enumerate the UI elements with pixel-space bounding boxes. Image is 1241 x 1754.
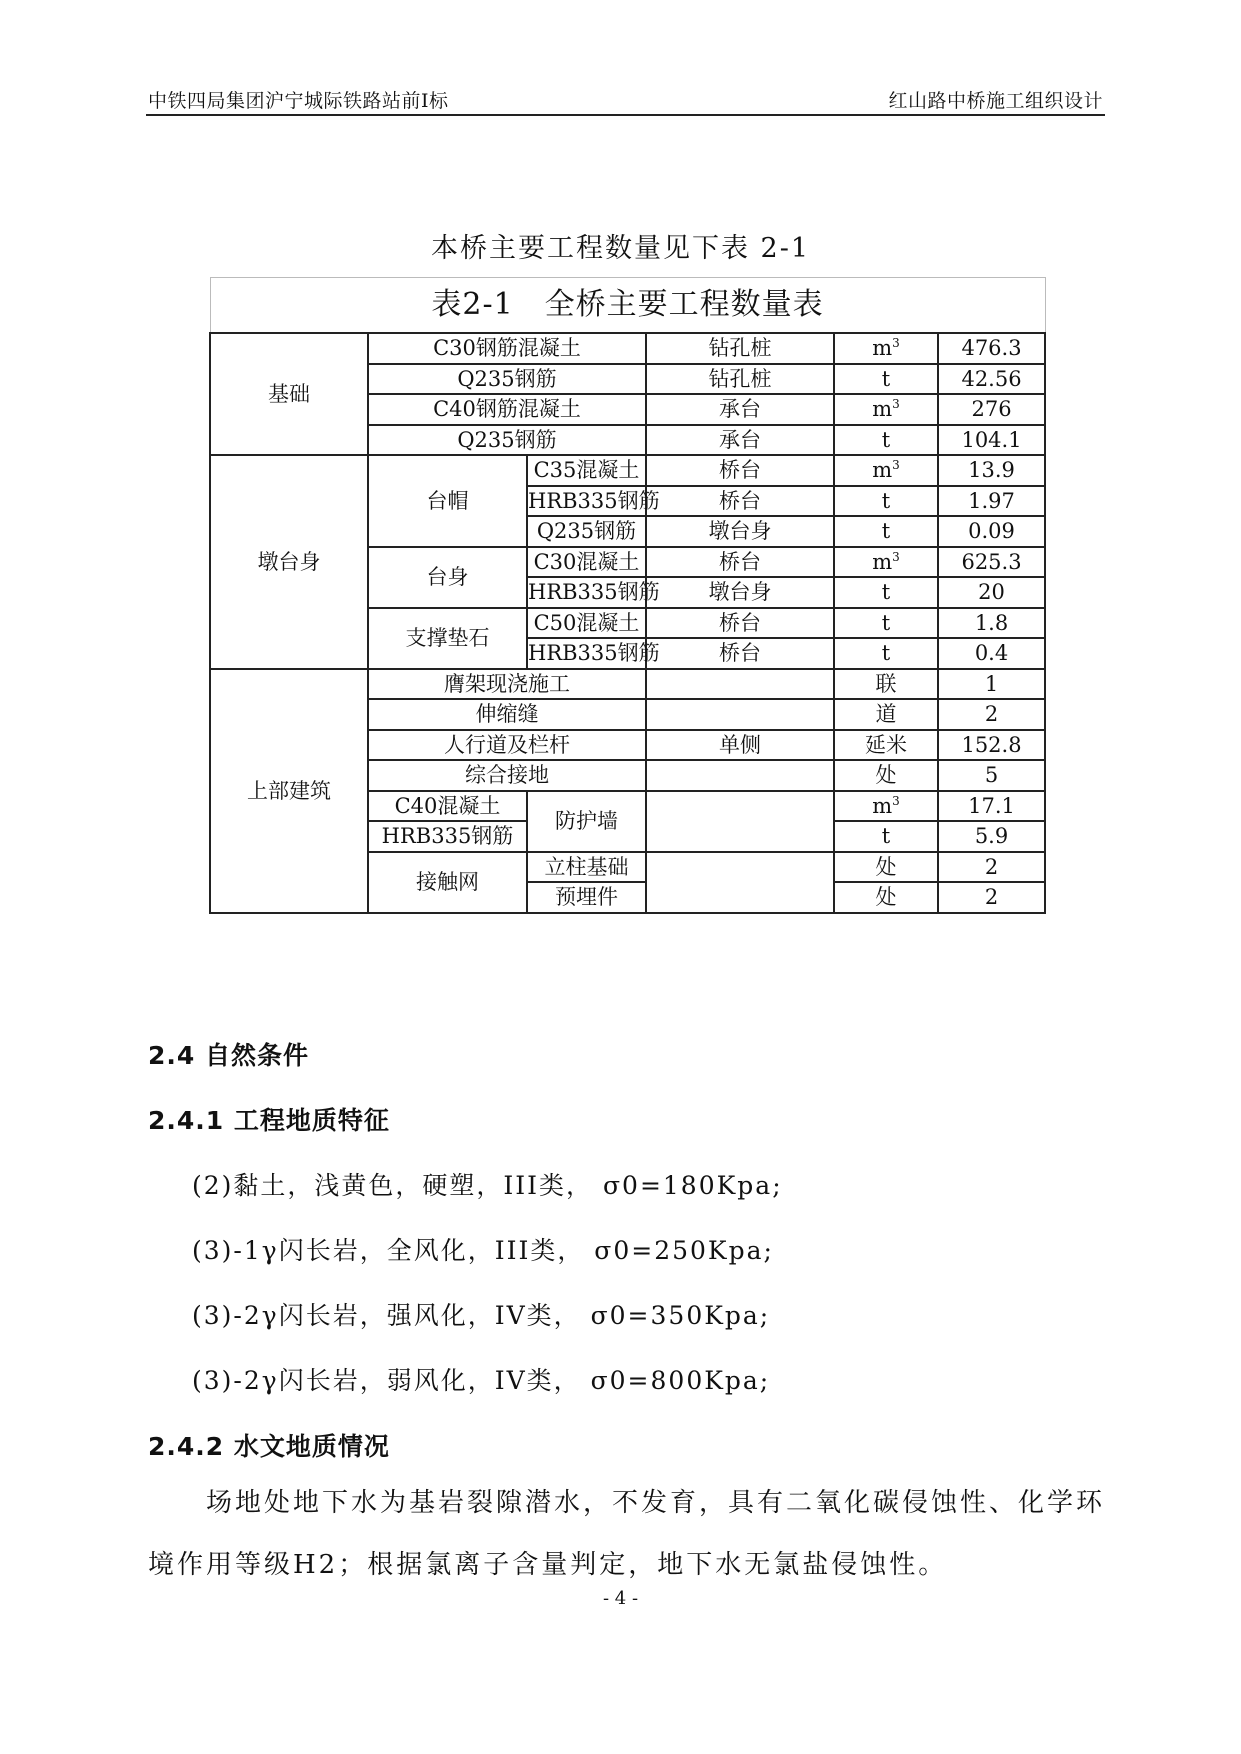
qty-cell: 0.09 [938,516,1045,547]
subgroup-label: 支撑垫石 [368,608,527,669]
subgroup-label: 防护墙 [527,791,646,852]
qty-cell: 17.1 [938,791,1045,822]
qty-cell: 1 [938,669,1045,700]
item-cell: 综合接地 [368,760,646,791]
item-cell: C35混凝土 [527,455,646,486]
part-cell: 承台 [646,425,834,456]
unit-cell: t [834,364,938,395]
part-cell [646,699,834,730]
table-row [210,669,1045,700]
qty-cell: 0.4 [938,638,1045,669]
part-cell [646,669,834,700]
qty-cell: 152.8 [938,730,1045,761]
item-cell: HRB335钢筋 [368,821,527,852]
item-cell: HRB335钢筋 [527,577,646,608]
part-cell: 单侧 [646,730,834,761]
part-cell: 桥台 [646,547,834,578]
part-cell: 桥台 [646,455,834,486]
item-cell: C30混凝土 [527,547,646,578]
header-right: 红山路中桥施工组织设计 [888,90,1103,112]
qty-cell: 625.3 [938,547,1045,578]
unit-cell: t [834,577,938,608]
item-cell: C50混凝土 [527,608,646,639]
unit-cell: 道 [834,699,938,730]
part-cell: 墩台身 [646,577,834,608]
item-cell: Q235钢筋 [368,425,646,456]
qty-cell: 42.56 [938,364,1045,395]
unit-cell: t [834,516,938,547]
unit-cell: 联 [834,669,938,700]
part-cell: 墩台身 [646,516,834,547]
section-heading-2-4-1: 2.4.1 工程地质特征 [148,1106,390,1135]
item-cell: HRB335钢筋 [527,638,646,669]
item-cell: C30钢筋混凝土 [368,333,646,364]
unit-cell: $m^3$ [834,394,938,425]
group-label: 基础 [210,333,368,455]
unit-cell: $m^3$ [834,547,938,578]
qty-cell: 1.97 [938,486,1045,517]
qty-cell: 276 [938,394,1045,425]
geology-item: (2)黏土，浅黄色，硬塑，III类， σ0=180Kpa; [192,1171,783,1200]
qty-cell: 104.1 [938,425,1045,456]
qty-cell: 2 [938,852,1045,883]
item-cell: Q235钢筋 [368,364,646,395]
item-cell: Q235钢筋 [527,516,646,547]
unit-cell: t [834,638,938,669]
header-left: 中铁四局集团沪宁城际铁路站前Ⅰ标 [148,90,449,112]
table-row [210,333,1045,364]
unit-cell: 处 [834,852,938,883]
unit-cell: $m^3$ [834,333,938,364]
unit-cell: t [834,821,938,852]
page-number: - 4 - [602,1588,639,1609]
part-cell: 钻孔桩 [646,364,834,395]
unit-cell: t [834,425,938,456]
group-label: 上部建筑 [210,669,368,913]
table-caption: 表2-1 全桥主要工程数量表 [210,278,1045,334]
qty-cell: 476.3 [938,333,1045,364]
item-cell: HRB335钢筋 [527,486,646,517]
qty-cell: 2 [938,882,1045,913]
quantity-table [209,277,1046,914]
table-row [210,455,1045,486]
part-cell [646,760,834,791]
group-label: 墩台身 [210,455,368,669]
item-cell: 伸缩缝 [368,699,646,730]
part-cell [646,791,834,852]
subgroup-label: 接触网 [368,852,527,913]
qty-cell: 5.9 [938,821,1045,852]
unit-cell: 处 [834,760,938,791]
table-intro: 本桥主要工程数量见下表 2-1 [430,233,811,264]
section-heading-2-4: 2.4 自然条件 [148,1041,309,1070]
header-rule [146,114,1105,116]
part-cell: 承台 [646,394,834,425]
item-cell: 人行道及栏杆 [368,730,646,761]
item-cell: 膺架现浇施工 [368,669,646,700]
unit-cell: $m^3$ [834,455,938,486]
qty-cell: 20 [938,577,1045,608]
part-cell: 桥台 [646,638,834,669]
qty-cell: 13.9 [938,455,1045,486]
subgroup-label: 台身 [368,547,527,608]
geology-item: (3)-2γ闪长岩，强风化，IV类， σ0=350Kpa; [192,1301,771,1330]
section-heading-2-4-2: 2.4.2 水文地质情况 [148,1432,390,1461]
item-cell: C40钢筋混凝土 [368,394,646,425]
qty-cell: 5 [938,760,1045,791]
part-cell [646,852,834,913]
unit-cell: $m^3$ [834,791,938,822]
item-cell: 预埋件 [527,882,646,913]
part-cell: 钻孔桩 [646,333,834,364]
hydro-paragraph: 场地处地下水为基岩裂隙潜水，不发育，具有二氧化碳侵蚀性、化学环境作用等级H2；根据氯离子含量判定，地下水无氯盐侵蚀性。 [148,1488,1106,1580]
part-cell: 桥台 [646,486,834,517]
item-cell: C40混凝土 [368,791,527,822]
unit-cell: 延米 [834,730,938,761]
part-cell: 桥台 [646,608,834,639]
subgroup-label: 台帽 [368,455,527,547]
unit-cell: t [834,608,938,639]
geology-item: (3)-1γ闪长岩，全风化，III类， σ0=250Kpa; [192,1236,774,1265]
item-cell: 立柱基础 [527,852,646,883]
geology-item: (3)-2γ闪长岩，弱风化，IV类， σ0=800Kpa; [192,1366,771,1395]
qty-cell: 1.8 [938,608,1045,639]
unit-cell: 处 [834,882,938,913]
qty-cell: 2 [938,699,1045,730]
unit-cell: t [834,486,938,517]
